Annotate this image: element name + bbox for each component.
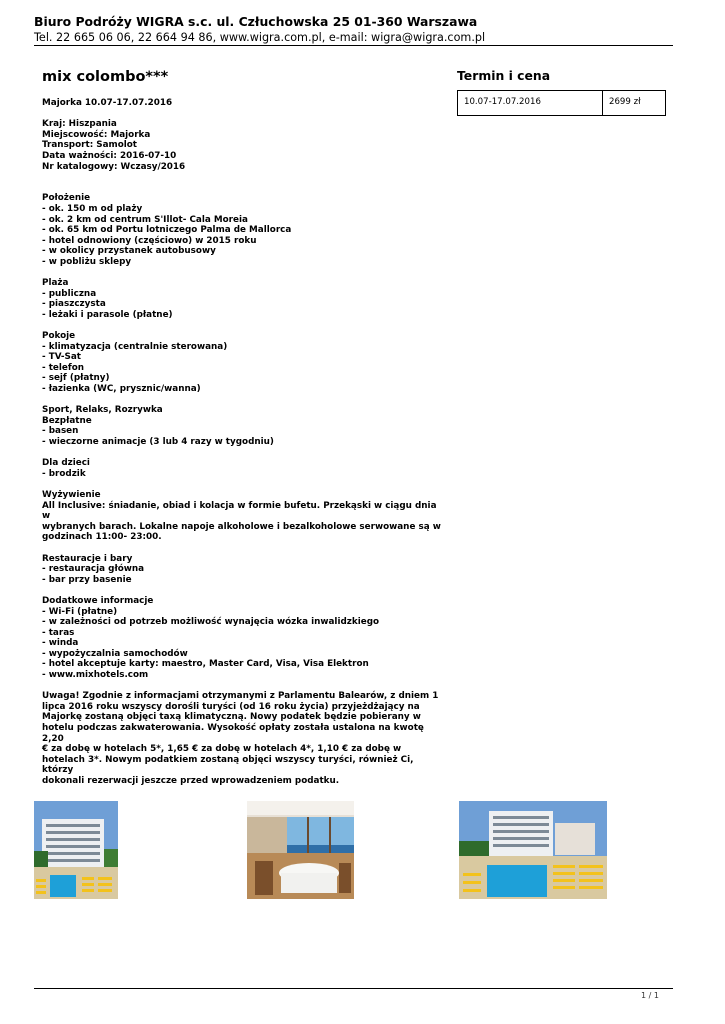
section-heading: Uwaga! Zgodnie z informacjami otrzymanymi z Parlamentu Balearów, z dniem 1 — [42, 691, 439, 702]
section-line: - piaszczysta — [42, 299, 106, 310]
section-line: € za dobę w hotelach 5*, 1,65 € za dobę w hotelach 4*, 1,10 € za dobę w — [42, 744, 402, 755]
section-line: - w okolicy przystanek autobusowy — [42, 246, 216, 257]
header-divider — [34, 45, 673, 46]
section-line: - wieczorne animacje (3 lub 4 razy w tygodniu) — [42, 437, 274, 447]
section-line: - klimatyzacja (centralnie sterowana) — [42, 341, 228, 352]
section-line: - restauracja główna — [42, 564, 145, 575]
section-line: Majorkę zostaną objęci taxą klimatyczną. Nowy podatek będzie pobierany w — [42, 712, 421, 723]
pricing-panel — [457, 68, 667, 116]
offer-description — [42, 68, 442, 787]
offer-subtitle: Majorka 10.07-17.07.2016 — [42, 98, 173, 108]
section-line: - Wi-Fi (płatne) — [42, 606, 118, 617]
section-heading: Dodatkowe informacje — [42, 595, 154, 606]
offer-section — [42, 490, 442, 543]
section-line: - ok. 65 km od Portu lotniczego Palma de Mallorca — [42, 225, 292, 236]
offer-section — [42, 596, 442, 681]
offer-section — [42, 691, 442, 786]
section-line: - w pobliżu sklepy — [42, 256, 132, 267]
offer-section — [42, 278, 442, 320]
offer-detail-line: Nr katalogowy: Wczasy/2016 — [42, 161, 186, 172]
section-line: hotelu podczas zakwaterowania. Wysokość opłaty została ustalona na kwotę 2,20 — [42, 723, 424, 744]
section-line: - winda — [42, 638, 79, 649]
section-line: - publiczna — [42, 288, 97, 299]
section-line: - hotel odnowiony (częściowo) w 2015 roku — [42, 235, 257, 246]
document-header — [34, 14, 674, 45]
offer-section — [42, 405, 442, 447]
section-line: - łazienka (WC, prysznic/wanna) — [42, 384, 201, 395]
section-line: - leżaki i parasole (płatne) — [42, 309, 173, 320]
footer-divider — [34, 988, 673, 989]
section-line: - brodzik — [42, 468, 86, 479]
restaurant-photo — [247, 801, 354, 899]
section-line: - ok. 2 km od centrum S'Illot- Cala Moreia — [42, 214, 248, 225]
section-heading: Pokoje — [42, 331, 76, 342]
section-line: Bezpłatne — [42, 415, 92, 426]
offer-title: mix colombo*** — [42, 69, 169, 85]
offer-detail-line: Kraj: Hiszpania — [42, 119, 117, 130]
offer-detail-line: Data ważności: 2016-07-10 — [42, 150, 177, 161]
section-line: - basen — [42, 426, 79, 437]
section-heading: Plaża — [42, 278, 69, 289]
section-heading: Wyżywienie — [42, 489, 101, 500]
section-line: dokonali rezerwacji jeszcze przed wprowadzeniem podatku. — [42, 776, 340, 786]
section-line: hotelach 3*. Nowym podatkiem zostaną objęci wszyscy turyści, również Ci, którzy — [42, 754, 414, 776]
section-heading: Położenie — [42, 193, 91, 204]
section-heading: Restauracje i bary — [42, 553, 133, 564]
price-date: 10.07-17.07.2016 — [458, 91, 603, 115]
section-line: - wypożyczalnia samochodów — [42, 648, 188, 659]
hotel-photo-1 — [34, 801, 118, 899]
offer-section — [42, 458, 442, 479]
price-row — [457, 90, 666, 116]
offer-section — [42, 331, 442, 395]
offer-section — [42, 193, 442, 267]
company-contact: Tel. 22 665 06 06, 22 664 94 86, www.wigra.com.pl, e-mail: wigra@wigra.com.pl — [34, 31, 486, 44]
offer-sections — [42, 193, 442, 786]
section-line: - TV-Sat — [42, 352, 82, 363]
section-line: wybranych barach. Lokalne napoje alkoholowe i bezalkoholowe serwowane są w — [42, 521, 441, 532]
section-line: - bar przy basenie — [42, 574, 132, 585]
section-heading: Dla dzieci — [42, 458, 90, 469]
section-line: - www.mixhotels.com — [42, 670, 149, 681]
section-line: - sejf (płatny) — [42, 373, 110, 384]
section-line: All Inclusive: śniadanie, obiad i kolacja w formie bufetu. Przekąski w ciągu dnia w — [42, 500, 437, 522]
section-heading: Sport, Relaks, Rozrywka — [42, 405, 163, 416]
page-number: 1 / 1 — [641, 991, 659, 1000]
section-line: godzinach 11:00- 23:00. — [42, 532, 162, 543]
company-name: Biuro Podróży WIGRA s.c. ul. Człuchowska 25 01-360 Warszawa — [34, 14, 478, 29]
section-line: - telefon — [42, 362, 84, 373]
section-line: lipca 2016 roku wszyscy dorośli turyści (od 16 roku życia) przyjeżdżający na — [42, 701, 420, 712]
pricing-heading: Termin i cena — [457, 68, 551, 83]
section-line: - hotel akceptuje karty: maestro, Master Card, Visa, Visa Elektron — [42, 659, 369, 670]
offer-section — [42, 554, 442, 586]
section-line: - ok. 150 m od plaży — [42, 203, 143, 214]
section-line: - taras — [42, 627, 75, 638]
price-value: 2699 zł — [609, 97, 641, 107]
hotel-photo-2 — [459, 801, 607, 899]
offer-details — [42, 119, 442, 172]
section-line: - w zależności od potrzeb możliwość wynajęcia wózka inwalidzkiego — [42, 617, 380, 628]
offer-detail-line: Miejscowość: Majorka — [42, 129, 151, 140]
offer-detail-line: Transport: Samolot — [42, 140, 138, 151]
